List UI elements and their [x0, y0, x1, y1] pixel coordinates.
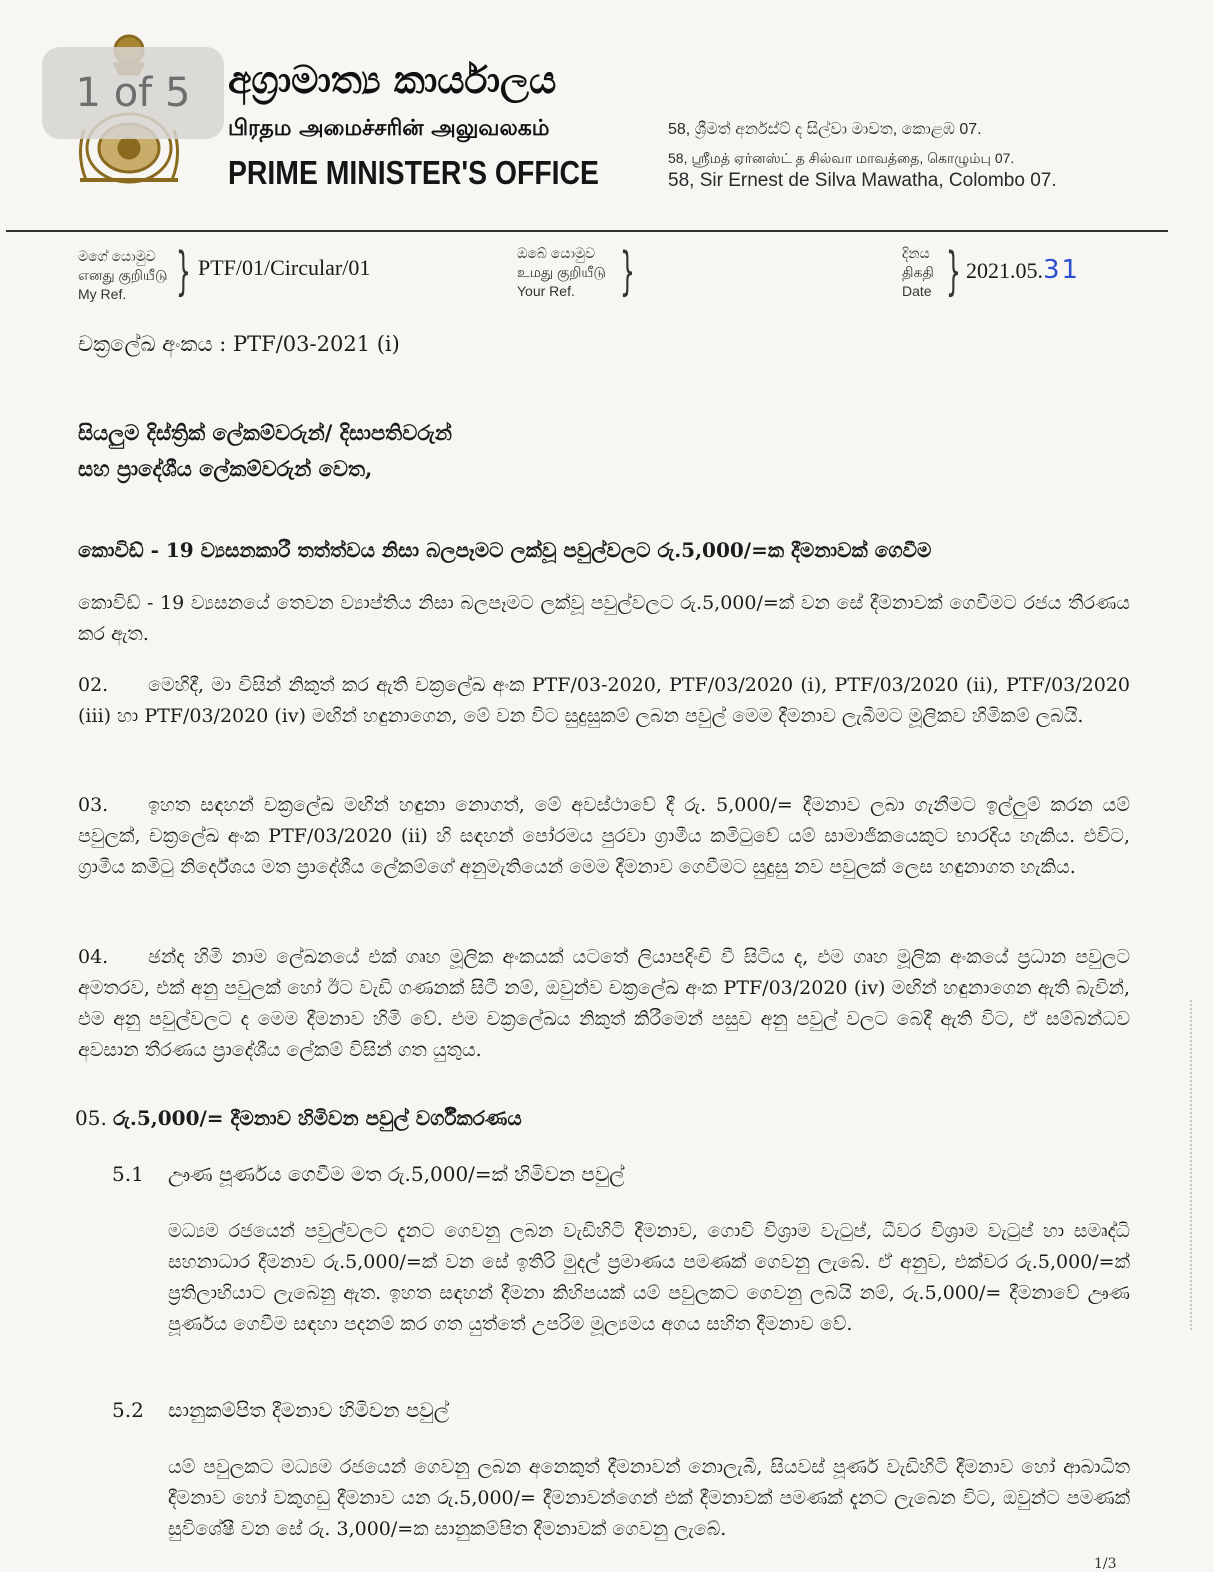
- org-name-tamil: பிரதம அமைச்சரின் அலுவலகம்: [228, 116, 550, 141]
- subsection-number: 5.2: [112, 1398, 144, 1422]
- paragraph-text: මෙහිදී, මා විසින් නිකුත් කර ඇති චක්‍රලේඛ අංක PTF/03-2020, PTF/03/2020 (i), PTF/03/2020 (ii), PTF/03/2020 (iii) හා PTF/03/2020 (iv) මඟින් හඳුනාගෙන, මේ වන විට සුදුසුකම් ලබන පවුල් මෙම දීමනාව ලැබීමට මූලිකව හිමිකම් ලබයි.: [78, 674, 1130, 727]
- your-ref-labels: [517, 244, 606, 301]
- paragraph-4: [78, 942, 1130, 1066]
- paragraph-text: ඡන්ද හිමි නාම ලේඛනයේ එක් ගෘහ මූලික අංකයක් යටතේ ලියාපදිංචි වී සිටිය ද, එම ගෘහ මූලික අංකයේ ප්‍රධාන පවුලට අමතරව, එක් අනු පවුලක් හෝ ඊට වැඩි ගණනක් සිටී නම්, ඔවුන්ව චක්‍රලේඛ අංක PTF/03/2020 (iv) මඟින් හඳුනාගෙන ඇති බැවින්, එම අනු පවුල්වලට ද මෙම දීමනාව හිමි වේ. එම චක්‍රලේඛය නිකුත් කිරීමෙන් පසුව අනු පවුල් වලට බෙදී ඇති විට, ඒ සම්බන්ධව අවසාන තීරණය ප්‍රාදේශීය ලේකම් විසින් ගත යුතුය.: [78, 946, 1130, 1061]
- your-ref-label-ta: உமது குறியீடு: [517, 264, 606, 280]
- my-ref-value: PTF/01/Circular/01: [198, 255, 371, 280]
- address-tamil: 58, ஸ்ரீமத் ஏர்னஸ்ட் த சில்வா மாவத்தை, கொழும்பு 07.: [668, 150, 1015, 166]
- your-ref-label-en: Your Ref.: [517, 283, 575, 299]
- paragraph-number: 03.: [78, 794, 109, 816]
- org-name-english: PRIME MINISTER'S OFFICE: [228, 154, 599, 191]
- subsection-number: 5.1: [112, 1162, 144, 1186]
- your-ref-label-si: ඔබේ යොමුව: [517, 245, 596, 261]
- date-labels: [902, 244, 934, 301]
- paragraph-text: ඉහත සඳහන් චක්‍රලේඛ මඟින් හඳුනා නොගත්, මේ අවස්ථාවේ දී රු. 5,000/= දීමනාව ලබා ගැනීමට ඉල්ලුම් කරන යම් පවුලක්, චක්‍රලේඛ අංක PTF/03/2020 (ii) හි සඳහන් පෝරමය පුරවා ග්‍රාමීය කමිටුවේ යම් සාමාජිකයෙකුට භාරදිය හැකිය. එවිට, ග්‍රාමීය කමිටු නිර්දේශය මත ප්‍රාදේශීය ලේකම්ගේ අනුමැතියෙන් මෙම දීමනාව ගෙවීමට සුදුසු නව පවුලක් ලෙස හඳුනාගත හැකිය.: [78, 794, 1130, 878]
- date-printed: 2021.05.: [966, 258, 1043, 283]
- date-value: [966, 255, 1080, 285]
- subsection-5-2-body: යම් පවුලකට මධ්‍යම රජයෙන් ගෙවනු ලබන අනෙකුත් දීමනාවන් නොලැබී, සියවස් පූර්ණ වැඩිහිටි දීමනාව හෝ ආබාධිත දීමනාව හෝ වකුගඩු දීමනාව යන රු.5,000/= දීමනාවන්ගෙන් එක් දීමනාවක් පමණක් දැනට ලැබෙන විට, ඔවුන්ට පමණක් සුවිශේෂී වන සේ රු. 3,000/=ක සානුකම්පිත දීමනාවක් ගෙවනු ලැබේ.: [168, 1456, 1130, 1540]
- paragraph-number: 04.: [78, 946, 109, 968]
- date-label-ta: திகதி: [902, 264, 934, 280]
- date-label-en: Date: [902, 283, 932, 299]
- subsection-5-1-heading: [112, 1162, 625, 1186]
- section-title: රු.5,000/= දීමනාව හිමිවන පවුල් වර්ගීකරණය: [113, 1106, 522, 1130]
- address-english: 58, Sir Ernest de Silva Mawatha, Colombo 07.: [668, 170, 1057, 191]
- my-ref-labels: [78, 247, 167, 304]
- my-ref-label-en: My Ref.: [78, 286, 127, 302]
- brace-icon: }: [620, 242, 635, 302]
- addressee-line-1: සියලුම දිස්ත්‍රික් ලේකම්වරුන්/ දිසාපතිවරුන්: [78, 420, 452, 445]
- my-ref-label-ta: எனது குறியீடு: [78, 267, 168, 283]
- section-5-heading: [75, 1106, 522, 1130]
- paragraph-2: [78, 670, 1130, 732]
- address-sinhala: 58, ශ්‍රීමත් අර්නස්ට් ද සිල්වා මාවත, කොළඹ 07.: [668, 121, 982, 138]
- subsection-5-1-body: මධ්‍යම රජයෙන් පවුල්වලට දැනට ගෙවනු ලබන වැඩිහිටි දීමනාව, ගොවි විශ්‍රාම වැටුප්, ධීවර විශ්‍රාම වැටුප් හා සමෘද්ධි සහනාධාර දීමනාව රු.5,000/=ක් වන සේ ඉතිරි මුදල් ප්‍රමාණය පමණක් ගෙවනු ලැබේ. ඒ අනුව, එක්වර රු.5,000/=ක් ප්‍රතිලාභියාට ලැබෙනු ඇත. ඉහත සඳහන් දීමනා කිහිපයක් යම් පවුලකට ගෙවනු ලබයි නම්, රු.5,000/= දීමනාවේ ඌණ පූර්ණය ගෙවීම සඳහා පදනම් කර ගත යුත්තේ උපරිම මූල්‍යමය අගය සහිත දීමනාව වේ.: [168, 1220, 1130, 1335]
- date-label-si: දිනය: [902, 245, 930, 261]
- brace-icon: }: [946, 242, 961, 302]
- addressee-line-2: සහ ප්‍රාදේශීය ලේකම්වරුන් වෙත,: [78, 456, 373, 481]
- subject-heading: කොවිඩ් - 19 ව්‍යසනකාරී තත්ත්වය නිසා බලපෑමට ලක්වූ පවුල්වලට රු.5,000/=ක දීමනාවක් ගෙවීම: [78, 538, 932, 562]
- brace-icon: }: [176, 242, 191, 302]
- subsection-title: සානුකම්පිත දීමනාව හිමිවන පවුල්: [168, 1398, 450, 1422]
- paragraph-3: [78, 790, 1130, 883]
- org-name-sinhala: අග්‍රාමාත්‍ය කාර්යාලය: [228, 58, 557, 102]
- subsection-title: ඌණ පූර්ණය ගෙවීම මත රු.5,000/=ක් හිමිවන පවුල්: [168, 1162, 625, 1186]
- my-ref-label-si: මගේ යොමුව: [78, 248, 156, 264]
- header-divider: [6, 230, 1168, 232]
- margin-dotted-line: [1190, 1000, 1194, 1330]
- circular-number: චක්‍රලේඛ අංකය : PTF/03-2021 (i): [78, 332, 400, 356]
- page-indicator-badge: 1 of 5: [42, 47, 224, 139]
- paragraph-number: 02.: [78, 674, 109, 696]
- subsection-5-2-heading: [112, 1398, 449, 1422]
- page-number-footer: 1/3: [1094, 1556, 1117, 1572]
- paragraph-1: කොවිඩ් - 19 ව්‍යසනයේ තෙවන ව්‍යාප්තිය නිසා බලපෑමට ලක්වූ පවුල්වලට රු.5,000/=ක් වන සේ දීමනාවක් ගෙවීමට රජය තීරණය කර ඇත.: [78, 592, 1130, 645]
- date-handwritten: 31: [1043, 255, 1081, 285]
- section-number: 05.: [75, 1106, 107, 1130]
